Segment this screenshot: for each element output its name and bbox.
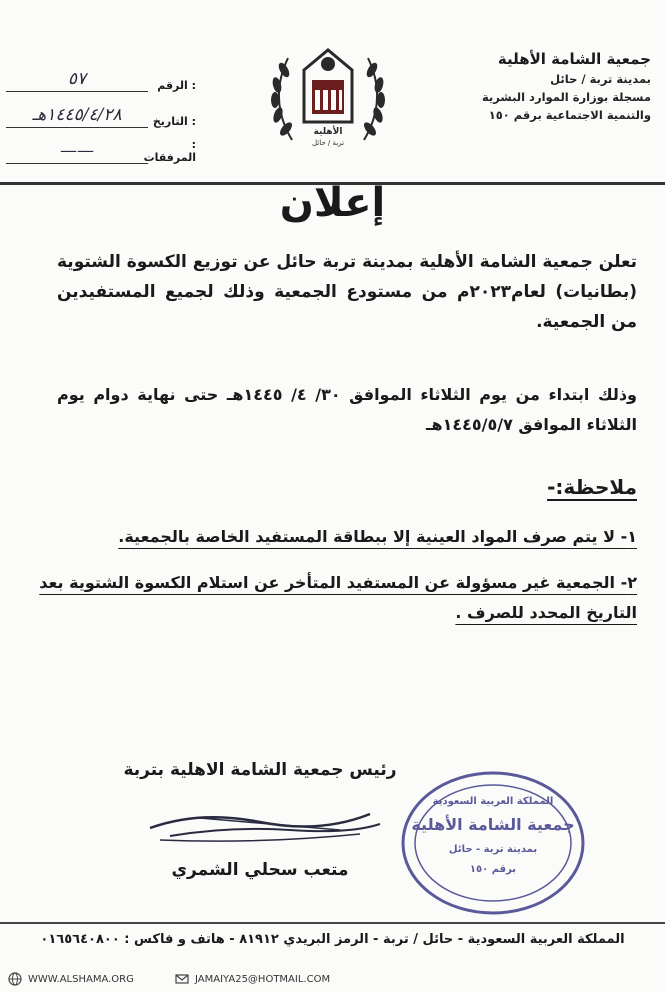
announcement-title: إعلان: [279, 180, 386, 226]
note-item-2: [37, 568, 637, 628]
attachments-row: [6, 128, 196, 164]
website-text: WWW.ALSHAMA.ORG: [28, 973, 134, 985]
stamp-line-3: بمدينة تربة - حائل: [448, 844, 538, 855]
handwritten-signature: [140, 800, 390, 850]
announcement-paragraph-2: وذلك ابتداء من يوم الثلاثاء الموافق ٣٠/ ٤/ ١٤٤٥هـ حتى نهاية دوام يوم الثلاثاء الموافق ١٤٤٥/٥/٧هـ: [57, 385, 638, 434]
email-contact[interactable]: [175, 972, 330, 986]
signatory-name: متعب سحلي الشمري: [171, 860, 349, 880]
footer-address: المملكة العربية السعودية - حائل / تربة - الرمز البريدي ٨١٩١٢ - هاتف و فاكس : ٠١٦٥٦٤٠٨٠٠: [40, 932, 625, 947]
date-value: ١٤٤٥/٤/٢٨هـ: [6, 104, 148, 128]
stamp-line-4: برقم ١٥٠: [469, 864, 517, 875]
footer-divider: [0, 922, 665, 924]
official-stamp: [398, 768, 588, 918]
date-label: : التاريخ: [152, 115, 196, 128]
signatory-title: رئيس جمعية الشامة الاهلية بتربة: [123, 760, 397, 780]
org-reg-number: والتنمية الاجتماعية برقم ١٥٠: [488, 108, 651, 122]
email-text: JAMAIYA25@HOTMAIL.COM: [195, 973, 331, 985]
stamp-line-1: المملكة العربية السعودية: [432, 796, 554, 807]
notes-title: ملاحظة:-: [547, 475, 637, 499]
number-row: [6, 56, 196, 92]
envelope-icon: [175, 972, 189, 986]
attachments-value: ——: [6, 140, 148, 164]
announcement-paragraph-1: تعلن جمعية الشامة الأهلية بمدينة تربة حائل عن توزيع الكسوة الشتوية (بطانيات) لعام٢٠٢٣م من مستودع الجمعية وذلك لجميع المستفيدين من الجمعية.: [57, 252, 637, 332]
logo-caption-2: تربة / حائل: [311, 139, 345, 147]
number-label: : الرقم: [157, 79, 196, 92]
number-value: ٥٧: [6, 68, 148, 92]
organization-header: [451, 50, 651, 122]
footer-contacts: [0, 970, 665, 990]
org-registered: مسجلة بوزارة الموارد البشرية: [481, 90, 651, 104]
org-city: بمدينة تربة / حائل: [550, 72, 651, 86]
stamp-line-2: جمعية الشامة الأهلية: [411, 815, 575, 834]
website-contact[interactable]: [8, 972, 134, 986]
organization-logo-icon: [262, 30, 394, 162]
org-name: جمعية الشامة الأهلية: [497, 50, 651, 68]
attachments-label: : المرفقات: [143, 138, 196, 164]
reference-block: [6, 56, 196, 164]
note-item-2-text: ٢- الجمعية غير مسؤولة عن المستفيد المتأخر عن استلام الكسوة الشتوية بعد التاريخ المحدد للصرف .: [39, 573, 637, 622]
note-item-1-text: ١- لا يتم صرف المواد العينية إلا ببطاقة المستفيد الخاصة بالجمعية.: [118, 527, 637, 546]
date-row: [6, 92, 196, 128]
globe-icon: [8, 972, 22, 986]
note-item-1: [37, 522, 637, 552]
logo-caption-1: الأهلية: [313, 127, 343, 137]
